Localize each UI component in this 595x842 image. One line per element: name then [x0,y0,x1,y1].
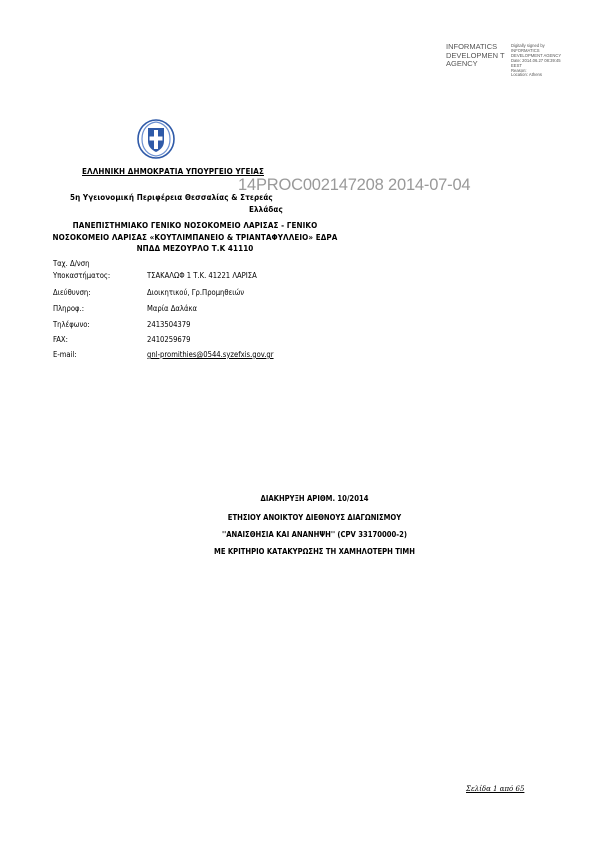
postal-address-label: Ταχ. Δ/νση [53,259,90,268]
tender-subject-heading: ''ΑΝΑΙΣΘΗΣΙΑ ΚΑΙ ΑΝΑΝΗΨΗ'' (CPV 33170000-2) [222,530,407,539]
greek-emblem-icon [136,119,176,159]
signature-name: INFORMATICS DEVELOPMEN T AGENCY [446,42,505,69]
email-link[interactable]: gnl-promithies@0544.syzefxis.gov.gr [147,350,274,359]
signature-detail-line: DEVELOPMENT AGENCY [511,52,562,58]
department-value: Διοικητικού, Γρ.Προμηθειών [147,288,245,297]
signature-detail-line: Location: Athens [511,72,542,78]
signature-detail-line: Reason: [511,67,527,73]
signature-detail-line: EEST [511,62,522,68]
department-label: Διεύθυνση: [53,288,91,297]
postal-address-label-continued: Υποκαστήματος: [53,271,111,280]
ministry-heading: ΕΛΛΗΝΙΚΗ ΔΗΜΟΚΡΑΤΙΑ ΥΠΟΥΡΓΕΙΟ ΥΓΕΙΑΣ [82,167,264,176]
signature-detail-line: INFORMATICS [511,47,540,53]
hospital-heading: ΠΑΝΕΠΙΣΤΗΜΙΑΚΟ ΓΕΝΙΚΟ ΝΟΣΟΚΟΜΕΙΟ ΛΑΡΙΣΑΣ - ΓΕΝΙΚΟ ΝΟΣΟΚΟΜΕΙΟ ΛΑΡΙΣΑΣ «ΚΟΥΤΛΙΜΠΑΝΕΙΟ & ΤΡΙΑΝΤΑΦΥΛΛΕΙΟ» ΕΔΡΑ ΝΠΔΔ ΜΕΖΟΥΡΛΟ Τ.Κ 41110 [52,221,338,253]
info-contact-value: Μαρία Δαλάκα [147,304,197,313]
ada-stamp: 14PROC002147208 2014-07-04 [238,176,471,194]
signature-details [511,44,591,78]
phone-label: Τηλέφωνο: [53,320,90,329]
tender-criterion-heading: ΜΕ ΚΡΙΤΗΡΙΟ ΚΑΤΑΚΥΡΩΣΗΣ ΤΗ ΧΑΜΗΛΟΤΕΡΗ ΤΙΜΗ [214,547,415,556]
region-heading-continued: Ελλάδας [249,205,283,214]
postal-address-value: ΤΣΑΚΑΛΩΦ 1 Τ.Κ. 41221 ΛΑΡΙΣΑ [147,271,257,280]
signature-detail-line: Date: 2014.06.27 08:39:45 [511,57,561,63]
email-label: E-mail: [53,350,77,359]
info-contact-label: Πληροφ.: [53,304,85,313]
signature-detail-line: Digitally signed by [511,43,545,48]
tender-type-heading: ΕΤΗΣΙΟΥ ΑΝΟΙΚΤΟΥ ΔΙΕΘΝΟΥΣ ΔΙΑΓΩΝΙΣΜΟΥ [227,513,402,522]
tender-number-heading: ΔΙΑΚΗΡΥΞΗ ΑΡΙΘΜ. 10/2014 [260,494,369,503]
page-number: Σελίδα 1 από 65 [466,785,525,793]
region-heading: 5η Υγειονομική Περιφέρεια Θεσσαλίας & Στερεάς [70,193,273,202]
fax-label: FAX: [53,335,68,344]
fax-value: 2410259679 [147,335,191,344]
phone-value: 2413504379 [147,320,191,329]
